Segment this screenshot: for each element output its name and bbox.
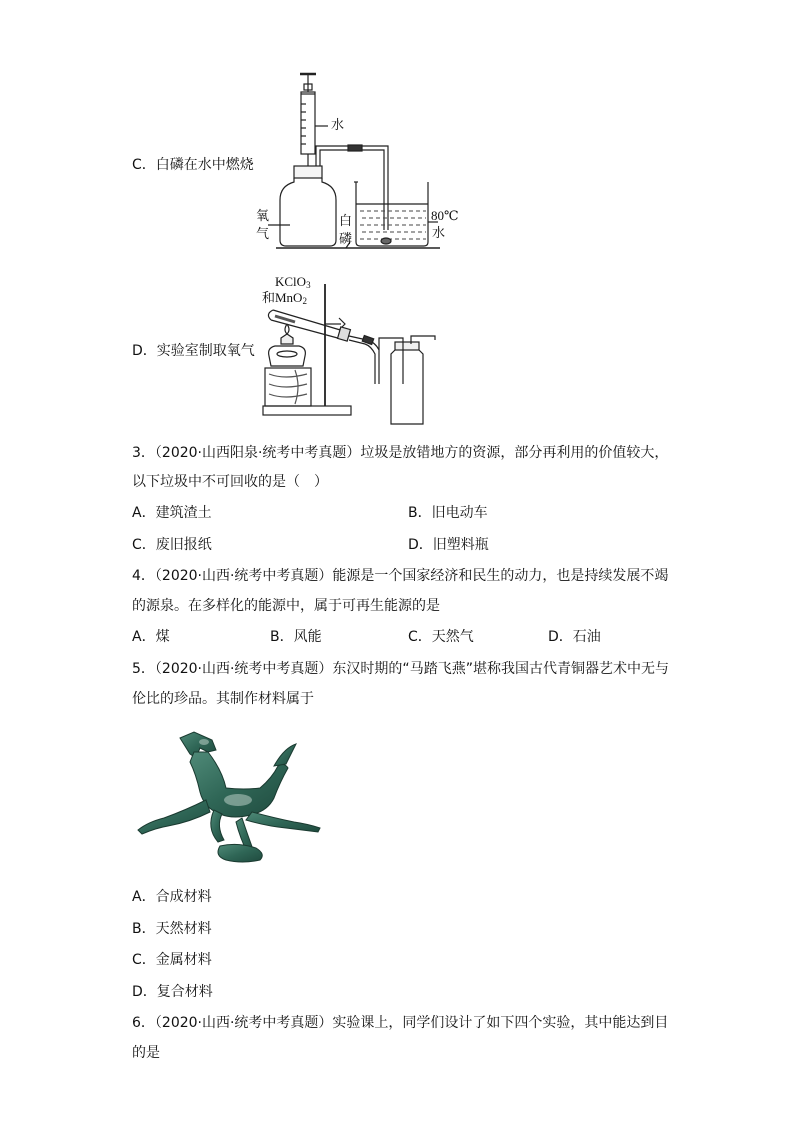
label-reagent-2-sub: 2 — [302, 296, 307, 306]
q5-stem-line1: 5．（2020·山西·统考中考真题）东汉时期的“马踏飞燕”堪称我国古代青铜器艺术中无与 — [132, 661, 669, 677]
option-d-letter: D． — [132, 343, 157, 359]
q3-stem-line1: 3．（2020·山西阳泉·统考中考真题）垃圾是放错地方的资源，部分再利用的价值较大， — [132, 445, 669, 461]
label-oxygen-1: 氧 — [256, 209, 270, 224]
q4-option-d: D．石油 — [548, 629, 601, 645]
option-c — [132, 155, 254, 175]
q4-option-a: A．煤 — [132, 629, 170, 645]
q3-option-b: B．旧电动车 — [408, 505, 488, 521]
option-c-letter: C． — [132, 157, 156, 173]
q5-option-c: C．金属材料 — [132, 952, 212, 968]
q4-stem-line1: 4．（2020·山西·统考中考真题）能源是一个国家经济和民生的动力，也是持续发展不竭 — [132, 568, 669, 584]
option-d-text: 实验室制取氧气 — [156, 343, 255, 359]
label-temp: 80℃ — [431, 208, 459, 223]
label-reagent-2-formula: 和MnO — [262, 290, 303, 305]
q4-option-b: B．风能 — [270, 629, 322, 645]
label-white-2: 磷 — [339, 232, 353, 247]
bronze-horse-image — [134, 718, 324, 876]
q3-option-a: A．建筑渣土 — [132, 505, 212, 521]
label-water-right: 水 — [432, 226, 446, 241]
option-c-text: 白磷在水中燃烧 — [155, 157, 254, 173]
figure-d-apparatus — [255, 274, 445, 434]
q3-option-d: D．旧塑料瓶 — [408, 537, 489, 553]
q5-stem-line2: 伦比的珍品。其制作材料属于 — [132, 691, 314, 707]
q5-option-d: D．复合材料 — [132, 984, 213, 1000]
figure-c-apparatus — [250, 70, 470, 255]
bronze-horse-drawing — [134, 718, 324, 876]
label-reagent-1-sub: 3 — [306, 280, 311, 290]
q6-stem-line2: 的是 — [132, 1045, 160, 1061]
label-oxygen-2: 气 — [256, 227, 270, 242]
label-reagent-2 — [262, 291, 307, 308]
q4-option-c: C．天然气 — [408, 629, 474, 645]
q3-stem-line2: 以下垃圾中不可回收的是（ ） — [132, 474, 328, 490]
label-water-top: 水 — [331, 118, 345, 133]
q5-option-b: B．天然材料 — [132, 921, 212, 937]
q5-option-a: A．合成材料 — [132, 889, 212, 905]
option-d — [132, 341, 255, 361]
label-reagent-1-formula: KClO — [275, 274, 307, 289]
q6-stem-line1: 6．（2020·山西·统考中考真题）实验课上，同学们设计了如下四个实验，其中能达到目 — [132, 1015, 669, 1031]
q4-stem-line2: 的源泉。在多样化的能源中，属于可再生能源的是 — [132, 598, 440, 614]
label-white-1: 白 — [339, 214, 353, 229]
q3-option-c: C．废旧报纸 — [132, 537, 212, 553]
